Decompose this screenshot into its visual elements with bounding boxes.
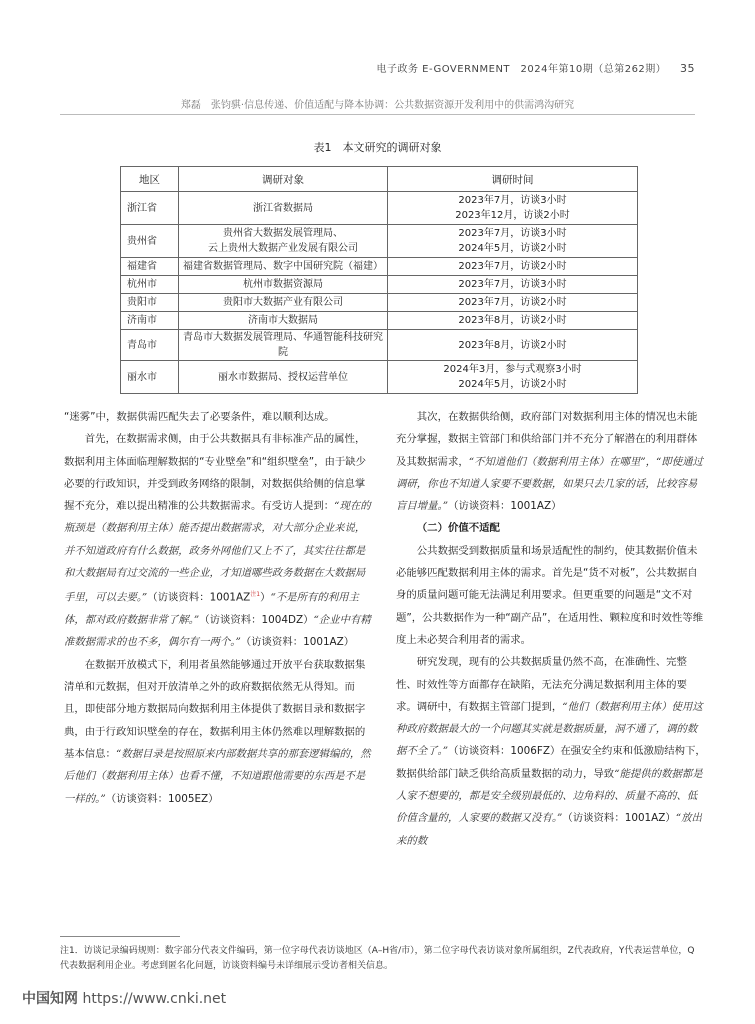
cell-region: 福建省 [121, 258, 179, 276]
page-number: 35 [680, 62, 695, 75]
section-heading: （二）价值不适配 [416, 522, 500, 535]
table-row [121, 312, 638, 330]
table-caption: 表1 本文研究的调研对象 [313, 141, 442, 154]
cell-object: 福建省数据管理局、数字中国研究院（福建） [179, 258, 388, 276]
cell-region: 丽水市 [121, 361, 179, 394]
footnote-ref: 注1 [250, 591, 261, 599]
col-header-time: 调研时间 [388, 167, 638, 192]
table-row [121, 276, 638, 294]
paragraph: 其次，在数据供给侧，政府部门对数据利用主体的情况也未能充分掌握，数据主管部门和供给部门并不充分了解潜在的利用群体及其数据需求，“不知道他们（数据利用主体）在哪里”，“即使通过调研，你也不知道人家要不要数据，如果只去几家的话，比较容易盲目增量。”（访谈资料：1001AZ） [396, 411, 703, 513]
cell-object: 浙江省数据局 [179, 192, 388, 225]
journal-header [377, 60, 696, 75]
cell-time: 2023年8月，访谈2小时 [388, 330, 638, 361]
cnki-watermark [22, 988, 226, 1008]
running-title: 郑磊 张钧骐·信息传递、价值适配与降本协调：公共数据资源开发利用中的供需鸿沟研究 [180, 100, 575, 111]
table-row [121, 361, 638, 394]
paragraph: 公共数据受到数据质量和场景适配性的制约，使其数据价值未必能够匹配数据利用主体的需求。首先是“货不对板”，公共数据自身的质量问题可能无法满足利用要求。但更重要的问题是“文不对题”，公共数据作为一种“副产品”，在适用性、颗粒度和时效性等维度上未必契合利用者的需求。 [396, 544, 704, 646]
cell-region: 贵州省 [121, 225, 179, 258]
cnki-logo: 中国知网 [22, 991, 78, 1007]
cell-region: 贵阳市 [121, 294, 179, 312]
header-rule [60, 114, 695, 115]
cell-object: 丽水市数据局、授权运营单位 [179, 361, 388, 394]
survey-table [120, 166, 638, 394]
table-header-row [121, 167, 638, 192]
cell-time: 2023年7月，访谈2小时 [388, 258, 638, 276]
cell-region: 青岛市 [121, 330, 179, 361]
left-column [64, 406, 374, 810]
table-row [121, 294, 638, 312]
journal-name: 电子政务 E-GOVERNMENT 2024年第10期（总第262期） [376, 64, 667, 75]
cell-time: 2023年7月，访谈3小时 2024年5月，访谈2小时 [388, 225, 638, 258]
cell-object: 济南市大数据局 [179, 312, 388, 330]
col-header-region: 地区 [121, 167, 179, 192]
col-header-object: 调研对象 [179, 167, 388, 192]
cell-object: 杭州市数据资源局 [179, 276, 388, 294]
cell-region: 杭州市 [121, 276, 179, 294]
footnote: 注1．访谈记录编码规则：数字部分代表文件编码，第一位字母代表访谈地区（A–H省/市），第二位字母代表访谈对象所属组织，Z代表政府，Y代表运营单位，Q代表数据利用企业。考虑到匿名化问题，访谈资料编号未详细展示受访者相关信息。 [60, 946, 695, 971]
cell-time: 2024年3月，参与式观察3小时 2024年5月，访谈2小时 [388, 361, 638, 394]
table-row [121, 192, 638, 225]
cell-time: 2023年7月，访谈3小时 2023年12月，访谈2小时 [388, 192, 638, 225]
paragraph: 研究发现，现有的公共数据质量仍然不高，在准确性、完整性、时效性等方面都存在缺陷，无法充分满足数据利用主体的要求。调研中，有数据主管部门提到，“他们（数据利用主体）使用这种政府数据最大的一个问题其实就是数据质量，洞不通了，调的数据不全了。”（访谈资料：1006FZ）在强安全约束和低激励结构下，数据供给部门缺乏供给高质量数据的动力，导致“能提供的数据都是人家不想要的，都是安全级别最低的、边角料的、质量不高的、低价值含量的，人家要的数据又没有。”（访谈资料：1001AZ）“放出来的数 [396, 656, 706, 847]
cell-time: 2023年7月，访谈2小时 [388, 294, 638, 312]
paragraph: 首先，在数据需求侧，由于公共数据具有非标准产品的属性，数据利用主体面临理解数据的“专业壁垒”和“组织壁垒”，由于缺少必要的行政知识，并受到政务网络的限制，对数据供给侧的信息掌握不充分，难以提出精准的公共数据需求。有受访人提到：“现在的瓶颈是（数据利用主体）能否提出数据需求，对大部分企业来说，并不知道政府有什么数据，政务外网他们又上不了，其实往往都是和大数据局有过交流的一些企业，才知道哪些政务数据在大数据局手里，可以去要。”（访谈资料：1001AZ$^{注1}$）“不是所有的利用主体，都对政府数据非常了解。”（访谈资料：1004DZ）“企业中有精准数据需求的也不多，偶尔有一两个。”（访谈资料：1001AZ） [64, 433, 371, 649]
cell-region: 浙江省 [121, 192, 179, 225]
table-row [121, 258, 638, 276]
right-column [396, 406, 706, 852]
cell-region: 济南市 [121, 312, 179, 330]
cell-object: 贵阳市大数据产业有限公司 [179, 294, 388, 312]
cell-time: 2023年7月，访谈3小时 [388, 276, 638, 294]
cell-object: 青岛市大数据发展管理局、华通智能科技研究院 [179, 330, 388, 361]
paragraph: 在数据开放模式下，利用者虽然能够通过开放平台获取数据集清单和元数据，但对开放清单之外的政府数据依然无从得知。而且，即使部分地方数据局向数据利用主体提供了数据目录和数据字典，由于行政知识壁垒的存在，数据利用主体仍然难以理解数据的基本信息：“数据目录是按照原来内部数据共享的那套逻辑编的，然后他们（数据利用主体）也看不懂，不知道跟他需要的东西是不是一样的。”（访谈资料：1005EZ） [64, 658, 371, 805]
table-row [121, 330, 638, 361]
footnote-rule [60, 936, 180, 937]
cnki-url: https://www.cnki.net [82, 991, 227, 1007]
cell-object: 贵州省大数据发展管理局、 云上贵州大数据产业发展有限公司 [179, 225, 388, 258]
paragraph: “迷雾”中，数据供需匹配失去了必要条件，难以顺利达成。 [64, 411, 335, 423]
cell-time: 2023年8月，访谈2小时 [388, 312, 638, 330]
table-row [121, 225, 638, 258]
